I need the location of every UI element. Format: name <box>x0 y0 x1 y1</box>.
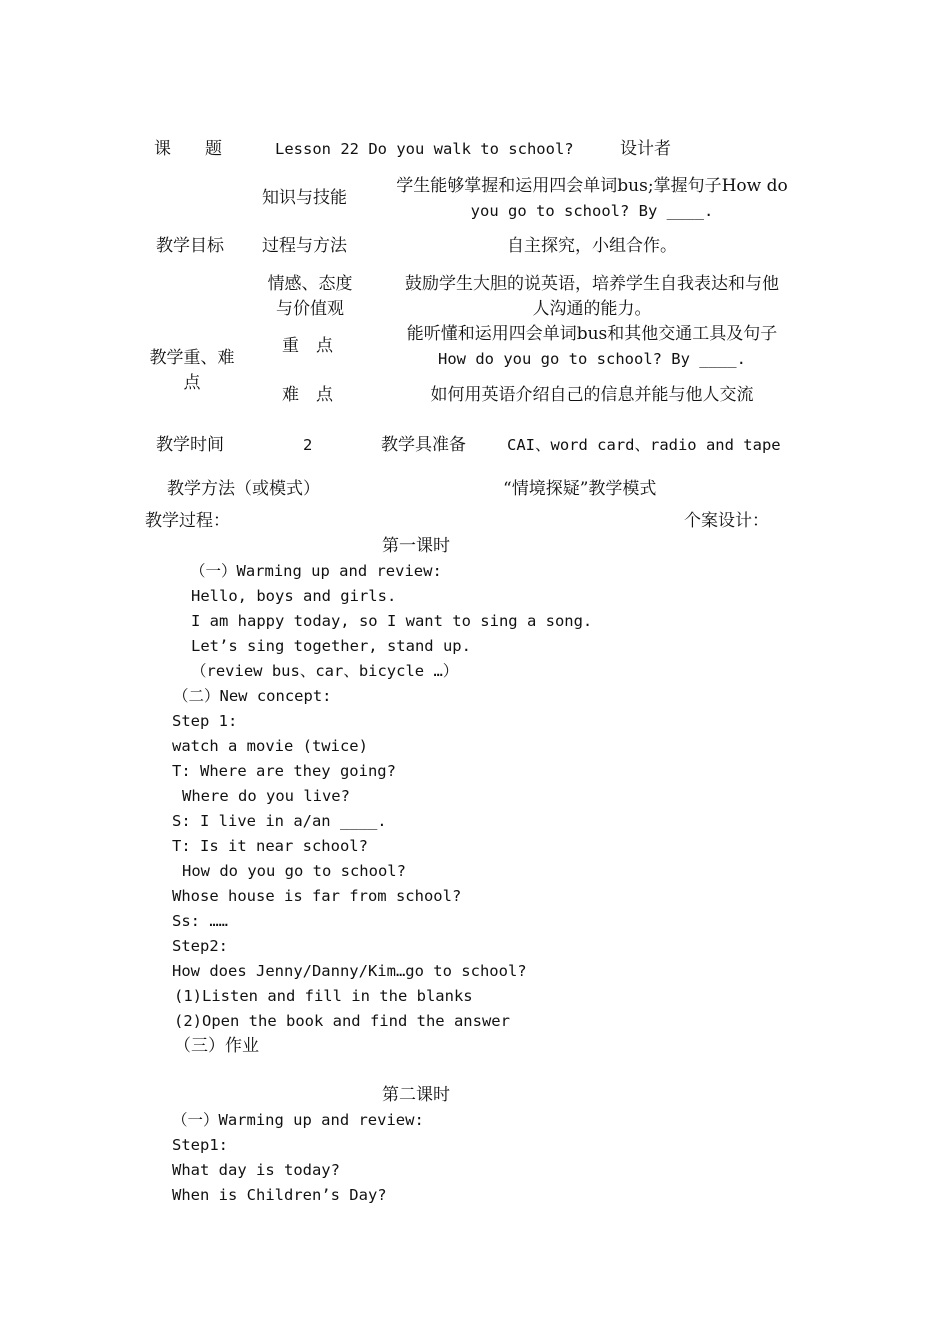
difficulty-text: 如何用英语介绍自己的信息并能与他人交流 <box>430 385 754 405</box>
topic-value: Lesson 22 Do you walk to school? <box>275 140 574 158</box>
focus-text <box>372 322 812 372</box>
lesson1-line: I am happy today, so I want to sing a song. <box>191 612 593 630</box>
focus-line1: 能听懂和运用四会单词bus和其他交通工具及句子 <box>406 324 778 344</box>
lesson1-line: (2)Open the book and find the answer <box>174 1012 510 1030</box>
lesson1-line: Step2: <box>172 937 228 955</box>
objective-category-process: 过程与方法 <box>262 236 347 256</box>
focus-label: 重 点 <box>282 336 333 356</box>
difficulty-label: 难 点 <box>282 385 333 405</box>
objective-knowledge-line2: you go to school? By ____. <box>470 202 714 220</box>
time-value: 2 <box>303 436 313 454</box>
prep-label: 教学具准备 <box>381 435 466 455</box>
key-points-label-line1: 教学重、难 <box>149 348 235 368</box>
lesson1-line: (1)Listen and fill in the blanks <box>174 987 473 1005</box>
lesson1-line: Step 1: <box>172 712 238 730</box>
lesson2-line: When is Children’s Day? <box>172 1186 387 1204</box>
method-value: “情境探疑”教学模式 <box>503 479 657 499</box>
focus-line2: How do you go to school? By ____. <box>438 350 746 368</box>
lesson1-line: S: I live in a/an ____. <box>172 812 387 830</box>
objective-knowledge-text <box>372 174 812 224</box>
lesson1-line: watch a movie (twice) <box>172 737 368 755</box>
key-points-label-line2: 点 <box>183 373 201 393</box>
objective-attitude-line1: 鼓励学生大胆的说英语，培养学生自我表达和与他 <box>405 274 779 294</box>
designer-label: 设计者 <box>620 139 671 159</box>
case-design-label: 个案设计： <box>684 511 769 531</box>
objective-process-text: 自主探究，小组合作。 <box>507 236 677 256</box>
lesson1-line: T: Is it near school? <box>172 837 368 855</box>
key-points-label <box>132 346 252 396</box>
objective-attitude-line2: 人沟通的能力。 <box>532 299 652 319</box>
lesson1-line: （二）New concept: <box>173 687 332 705</box>
lesson1-line: Where do you live? <box>182 787 350 805</box>
lesson1-line: Ss: …… <box>172 912 228 930</box>
lesson1-line: （review bus、car、bicycle …） <box>191 662 459 680</box>
lesson1-line: （一）Warming up and review: <box>190 562 442 580</box>
objective-knowledge-line1: 学生能够掌握和运用四会单词bus;掌握句子How do <box>396 176 788 196</box>
lesson1-line: （三）作业 <box>174 1036 259 1056</box>
objective-category-attitude-line2: 与价值观 <box>276 299 344 319</box>
lesson1-line: T: Where are they going? <box>172 762 396 780</box>
method-label: 教学方法（或模式） <box>167 479 320 499</box>
prep-value: CAI、word card、radio and tape <box>507 436 781 454</box>
lesson1-line: Whose house is far from school? <box>172 887 462 905</box>
lesson2-line: （一）Warming up and review: <box>172 1111 424 1129</box>
lesson1-line: Let’s sing together, stand up. <box>191 637 471 655</box>
lesson2-title: 第二课时 <box>382 1085 450 1105</box>
process-label: 教学过程： <box>145 511 230 531</box>
objective-category-knowledge: 知识与技能 <box>262 188 347 208</box>
lesson1-line: How do you go to school? <box>182 862 406 880</box>
lesson2-line: What day is today? <box>172 1161 340 1179</box>
time-label: 教学时间 <box>156 435 224 455</box>
topic-label: 课 题 <box>154 139 222 159</box>
lesson2-line: Step1: <box>172 1136 228 1154</box>
objective-category-attitude-line1: 情感、态度 <box>267 274 353 294</box>
objective-category-attitude <box>250 272 370 322</box>
objective-attitude-text <box>372 272 812 322</box>
lesson1-title: 第一课时 <box>382 536 450 556</box>
lesson1-line: How does Jenny/Danny/Kim…go to school? <box>172 962 527 980</box>
lesson1-line: Hello, boys and girls. <box>191 587 397 605</box>
objectives-label: 教学目标 <box>156 236 224 256</box>
